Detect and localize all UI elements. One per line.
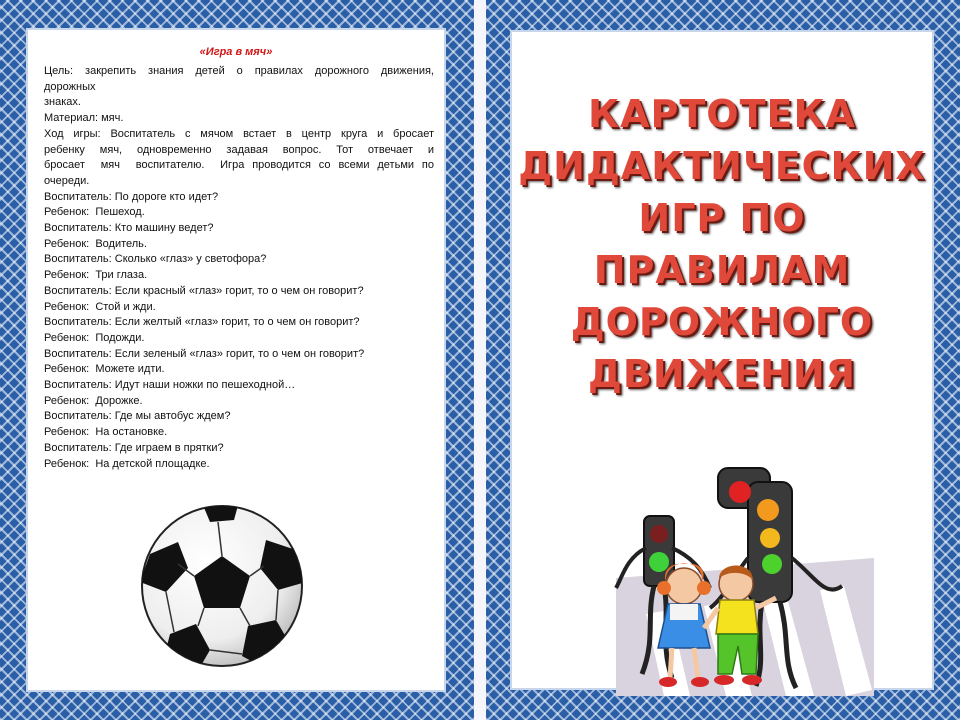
cover-title-line: ИГР ПО: [638, 196, 806, 240]
game-text-line: Воспитатель: Если красный «глаз» горит, то о чем он говорит?: [44, 284, 364, 297]
game-title: «Игра в мяч»: [199, 46, 273, 58]
game-text-line: Ребенок: Подожди.: [44, 331, 145, 344]
game-text-line: Материал: мяч.: [44, 112, 124, 125]
game-text-line: Ребенок: Водитель.: [44, 237, 147, 250]
game-text-line: Воспитатель: Идут наши ножки по пешеходной…: [44, 379, 296, 392]
traffic-lights-children-illustration: [606, 438, 874, 696]
game-text-line: Ребенок: Пешеход.: [44, 206, 145, 219]
game-text-line: Воспитатель: Сколько «глаз» у светофора?: [44, 253, 267, 266]
game-text-line: Воспитатель: По дороге кто идет?: [44, 190, 219, 203]
game-text-line: Ребенок: Можете идти.: [44, 363, 165, 376]
game-description: [44, 64, 434, 472]
cover-title-line: КАРТОТЕКА: [588, 92, 856, 136]
cover-title-line: ДВИЖЕНИЯ: [588, 352, 856, 396]
left-card-page: [26, 28, 446, 692]
game-text-line: ребенку мяч, одновременно задавая вопрос. Тот отвечает и: [44, 143, 434, 156]
left-card-border: [0, 0, 474, 720]
cover-title-line: ДОРОЖНОГО: [570, 300, 874, 344]
game-text-line: Воспитатель: Если зеленый «глаз» горит, то о чем он говорит?: [44, 347, 365, 360]
game-text-line: Цель: закрепить знания детей о правилах дорожного движения,: [44, 65, 434, 77]
game-text-line: Ребенок: Дорожке.: [44, 394, 143, 407]
cover-page: [510, 30, 934, 690]
game-text-line: Ход игры: Воспитатель с мячом встает в центр круга и бросает: [44, 127, 434, 140]
cover-title: [510, 88, 934, 400]
page-fold: [474, 0, 486, 720]
game-text-line: Воспитатель: Где мы автобус ждем?: [44, 410, 231, 423]
game-text-line: бросает мяч воспитателю. Игра проводится со всеми детьми по: [44, 159, 434, 172]
game-text-line: Воспитатель: Если желтый «глаз» горит, то о чем он говорит?: [44, 316, 360, 329]
game-text-line: дорожных: [44, 80, 96, 93]
cover-title-line: ДИДАКТИЧЕСКИХ: [518, 144, 926, 188]
game-text-line: очереди.: [44, 174, 90, 187]
cover-title-line: ПРАВИЛАМ: [593, 248, 851, 292]
game-text-line: знаках.: [44, 96, 81, 109]
game-text-line: Ребенок: На детской площадке.: [44, 457, 210, 470]
game-text-line: Ребенок: Три глаза.: [44, 269, 148, 282]
game-text-line: Воспитатель: Где играем в прятки?: [44, 441, 224, 454]
game-text-line: Ребенок: На остановке.: [44, 426, 168, 439]
right-card-border: [486, 0, 960, 720]
game-text-line: Ребенок: Стой и жди.: [44, 300, 156, 313]
game-text-line: Воспитатель: Кто машину ведет?: [44, 222, 214, 235]
soccer-ball-icon: [130, 494, 314, 678]
